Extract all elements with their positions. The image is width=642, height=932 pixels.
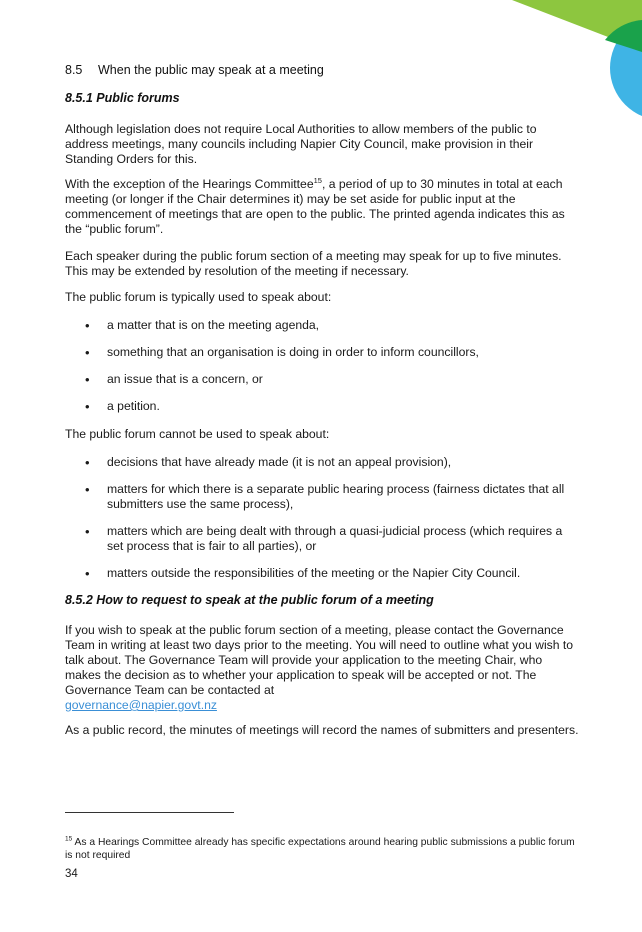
section-heading — [65, 63, 324, 77]
subsection-heading-public-forums: 8.5.1 Public forums — [65, 91, 180, 105]
list-item: • a petition. — [65, 399, 580, 414]
subsection-heading-how-to-request: 8.5.2 How to request to speak at the public forum of a meeting — [65, 593, 434, 607]
list-permitted-topics — [65, 318, 580, 426]
footnote-divider — [65, 812, 234, 813]
paragraph-how-to-request — [65, 623, 580, 713]
list-item: • matters outside the responsibilities of the meeting or the Napier City Council. — [65, 566, 580, 581]
list-item: • a matter that is on the meeting agenda, — [65, 318, 580, 333]
paragraph-cannot-speak-about: The public forum cannot be used to speak about: — [65, 427, 330, 441]
paragraph-request-text: If you wish to speak at the public forum section of a meeting, please contact the Governance Team in writing at least two days prior to the meeting. You will need to outline what you wish to talk about. The Governance Team will provide your application to the meeting Chair, who makes the decision as to whether your application to speak will be accepted or not. The Governance Team can be contacted at — [65, 623, 574, 697]
paragraph-used-to-speak-about: The public forum is typically used to speak about: — [65, 290, 332, 304]
page-number: 34 — [65, 868, 78, 880]
paragraph-legislation: Although legislation does not require Local Authorities to allow members of the public to address meetings, many councils including Napier City Council, make provision in their Standing Orders for this. — [65, 122, 537, 166]
footnote — [65, 836, 580, 862]
section-title: When the public may speak at a meeting — [98, 63, 324, 77]
paragraph-speaker-time: Each speaker during the public forum section of a meeting may speak for up to five minutes. This may be extended by resolution of the meeting if necessary. — [65, 249, 562, 278]
paragraph-hearings-exception — [65, 177, 580, 237]
governance-email-link[interactable]: governance@napier.govt.nz — [65, 698, 217, 712]
footnote-marker: 15 — [65, 835, 73, 843]
list-item: • decisions that have already made (it is not an appeal provision), — [65, 455, 580, 470]
footnote-text: As a Hearings Committee already has specific expectations around hearing public submissions a public forum is not required — [65, 837, 575, 861]
footnote-reference[interactable]: 15 — [313, 175, 322, 185]
list-item: • something that an organisation is doing in order to inform councillors, — [65, 345, 580, 360]
list-item: • matters for which there is a separate public hearing process (fairness dictates that all submitters use the same process), — [65, 482, 580, 512]
list-item: • matters which are being dealt with through a quasi-judicial process (which requires a set process that is fair to all parties), or — [65, 524, 580, 554]
list-excluded-topics — [65, 455, 580, 593]
paragraph-public-record: As a public record, the minutes of meetings will record the names of submitters and presenters. — [65, 723, 579, 737]
list-item: • an issue that is a concern, or — [65, 372, 580, 387]
section-number: 8.5 — [65, 63, 83, 77]
paragraph-hearings-text-before: With the exception of the Hearings Committee — [65, 177, 314, 191]
paragraph-hearings-text-after: , a period of up to 30 minutes in total at each meeting (or longer if the Chair determines it) may be set aside for public input at the commencement of meetings that are open to the public. The printed agenda indicates this as the “public forum”. — [65, 177, 565, 236]
corner-decoration — [512, 0, 642, 120]
